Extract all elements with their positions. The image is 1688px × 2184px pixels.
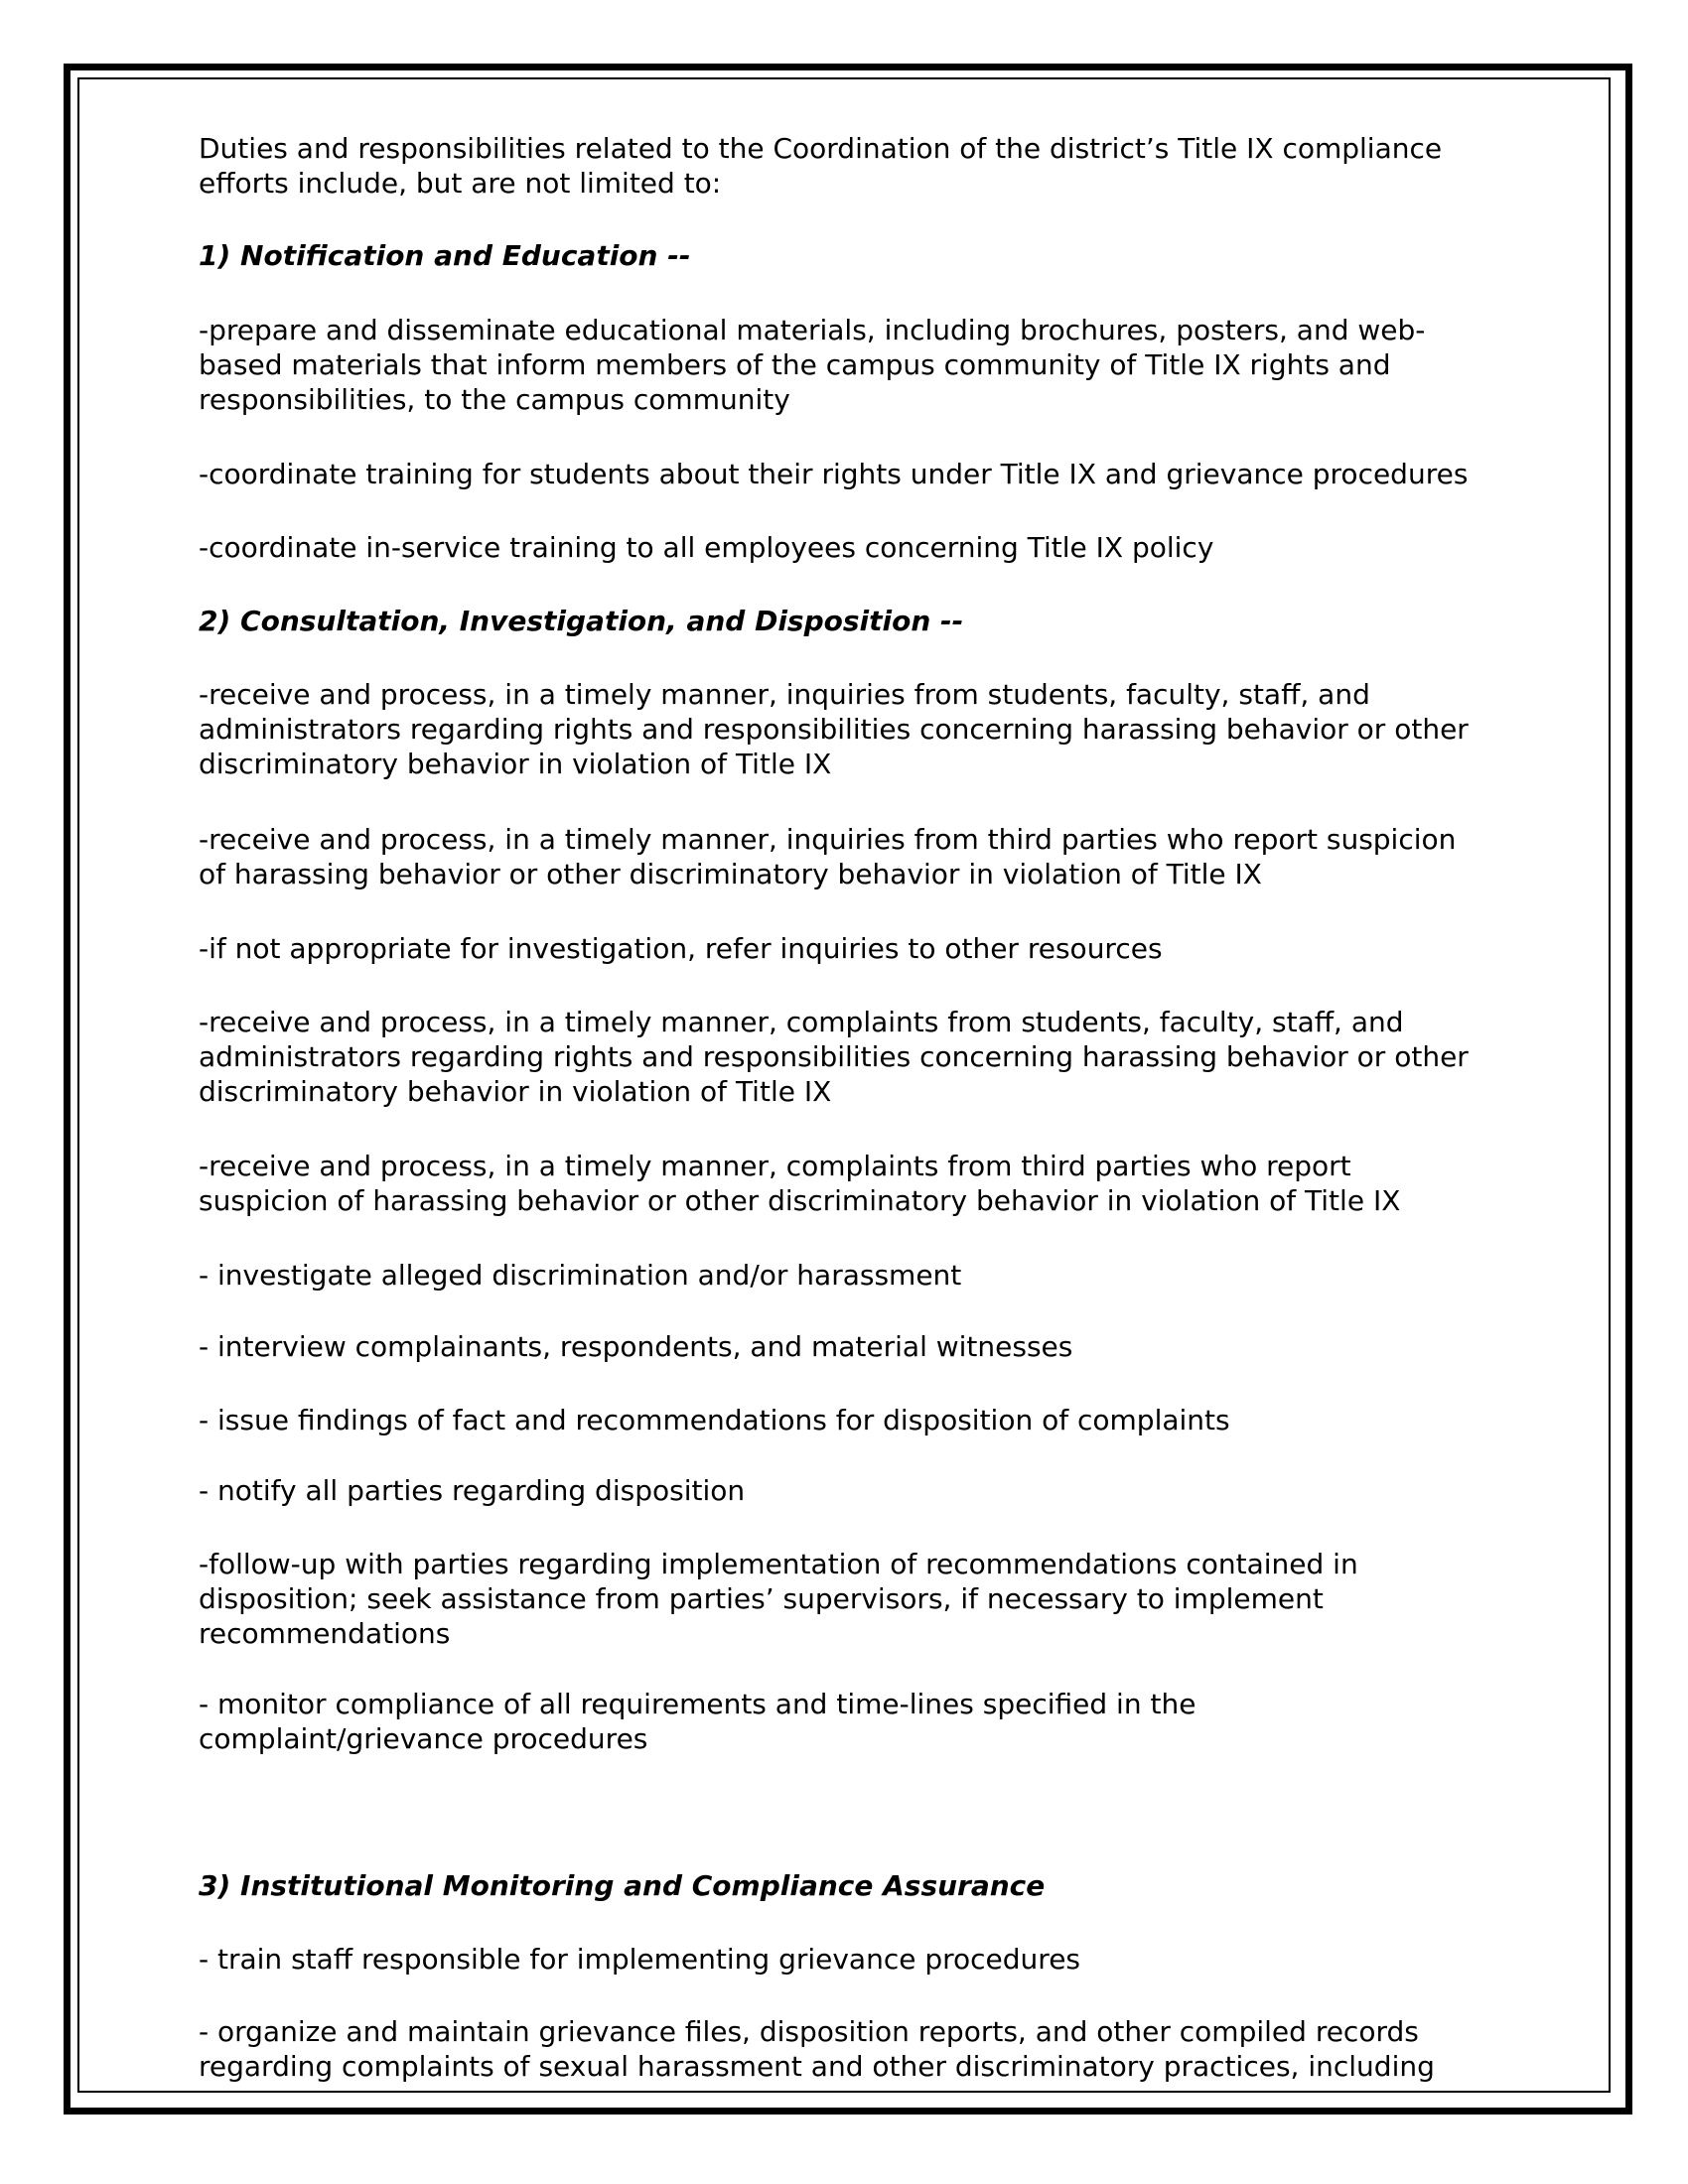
section-3-heading: 3) Institutional Monitoring and Compliance Assurance — [199, 1869, 1046, 1902]
section-1-heading: 1) Notification and Education -- — [199, 239, 691, 272]
section-1-item: -coordinate training for students about their rights under Title IX and grievance procedures — [199, 458, 1469, 490]
section-2-item: - issue findings of fact and recommendations for disposition of complaints — [199, 1404, 1230, 1436]
section-2-item: - notify all parties regarding disposition — [199, 1474, 746, 1507]
section-2-item: -if not appropriate for investigation, refer inquiries to other resources — [199, 932, 1163, 965]
section-2-item: -follow-up with parties regarding implementation of recommendations contained in disposition; seek assistance from parties’ supervisors, if necessary to implement recommendations — [199, 1548, 1358, 1650]
section-2-item: - interview complainants, respondents, and material witnesses — [199, 1330, 1073, 1363]
section-3-item: - organize and maintain grievance files, disposition reports, and other compiled records regarding complaints of sexual harassment and other discriminatory practices, including — [199, 2015, 1435, 2083]
section-1-item: -prepare and disseminate educational materials, including brochures, posters, and web-based materials that inform members of the campus community of Title IX rights and responsibilities, to the campus community — [199, 314, 1426, 416]
section-2-item: -receive and process, in a timely manner, complaints from students, faculty, staff, and administrators regarding rights and responsibilities concerning harassing behavior or other discriminatory behavior in violation of Title IX — [199, 1006, 1469, 1108]
intro-paragraph: Duties and responsibilities related to the Coordination of the district’s Title IX compliance efforts include, but are not limited to: — [199, 132, 1443, 200]
section-2-item: - monitor compliance of all requirements and time-lines specified in the complaint/grievance procedures — [199, 1688, 1196, 1755]
section-2-item: -receive and process, in a timely manner, complaints from third parties who report suspicion of harassing behavior or other discriminatory behavior in violation of Title IX — [199, 1150, 1401, 1217]
section-3-item: - train staff responsible for implementing grievance procedures — [199, 1943, 1081, 1976]
section-2-item: -receive and process, in a timely manner, inquiries from third parties who report suspicion of harassing behavior or other discriminatory behavior in violation of Title IX — [199, 823, 1457, 890]
section-1-item: -coordinate in-service training to all employees concerning Title IX policy — [199, 531, 1214, 564]
section-2-item: - investigate alleged discrimination and/or harassment — [199, 1259, 962, 1292]
section-2-heading: 2) Consultation, Investigation, and Disposition -- — [199, 605, 964, 637]
section-2-item: -receive and process, in a timely manner, inquiries from students, faculty, staff, and administrators regarding rights and responsibilities concerning harassing behavior or other discriminatory behavior in violation of Title IX — [199, 678, 1469, 780]
